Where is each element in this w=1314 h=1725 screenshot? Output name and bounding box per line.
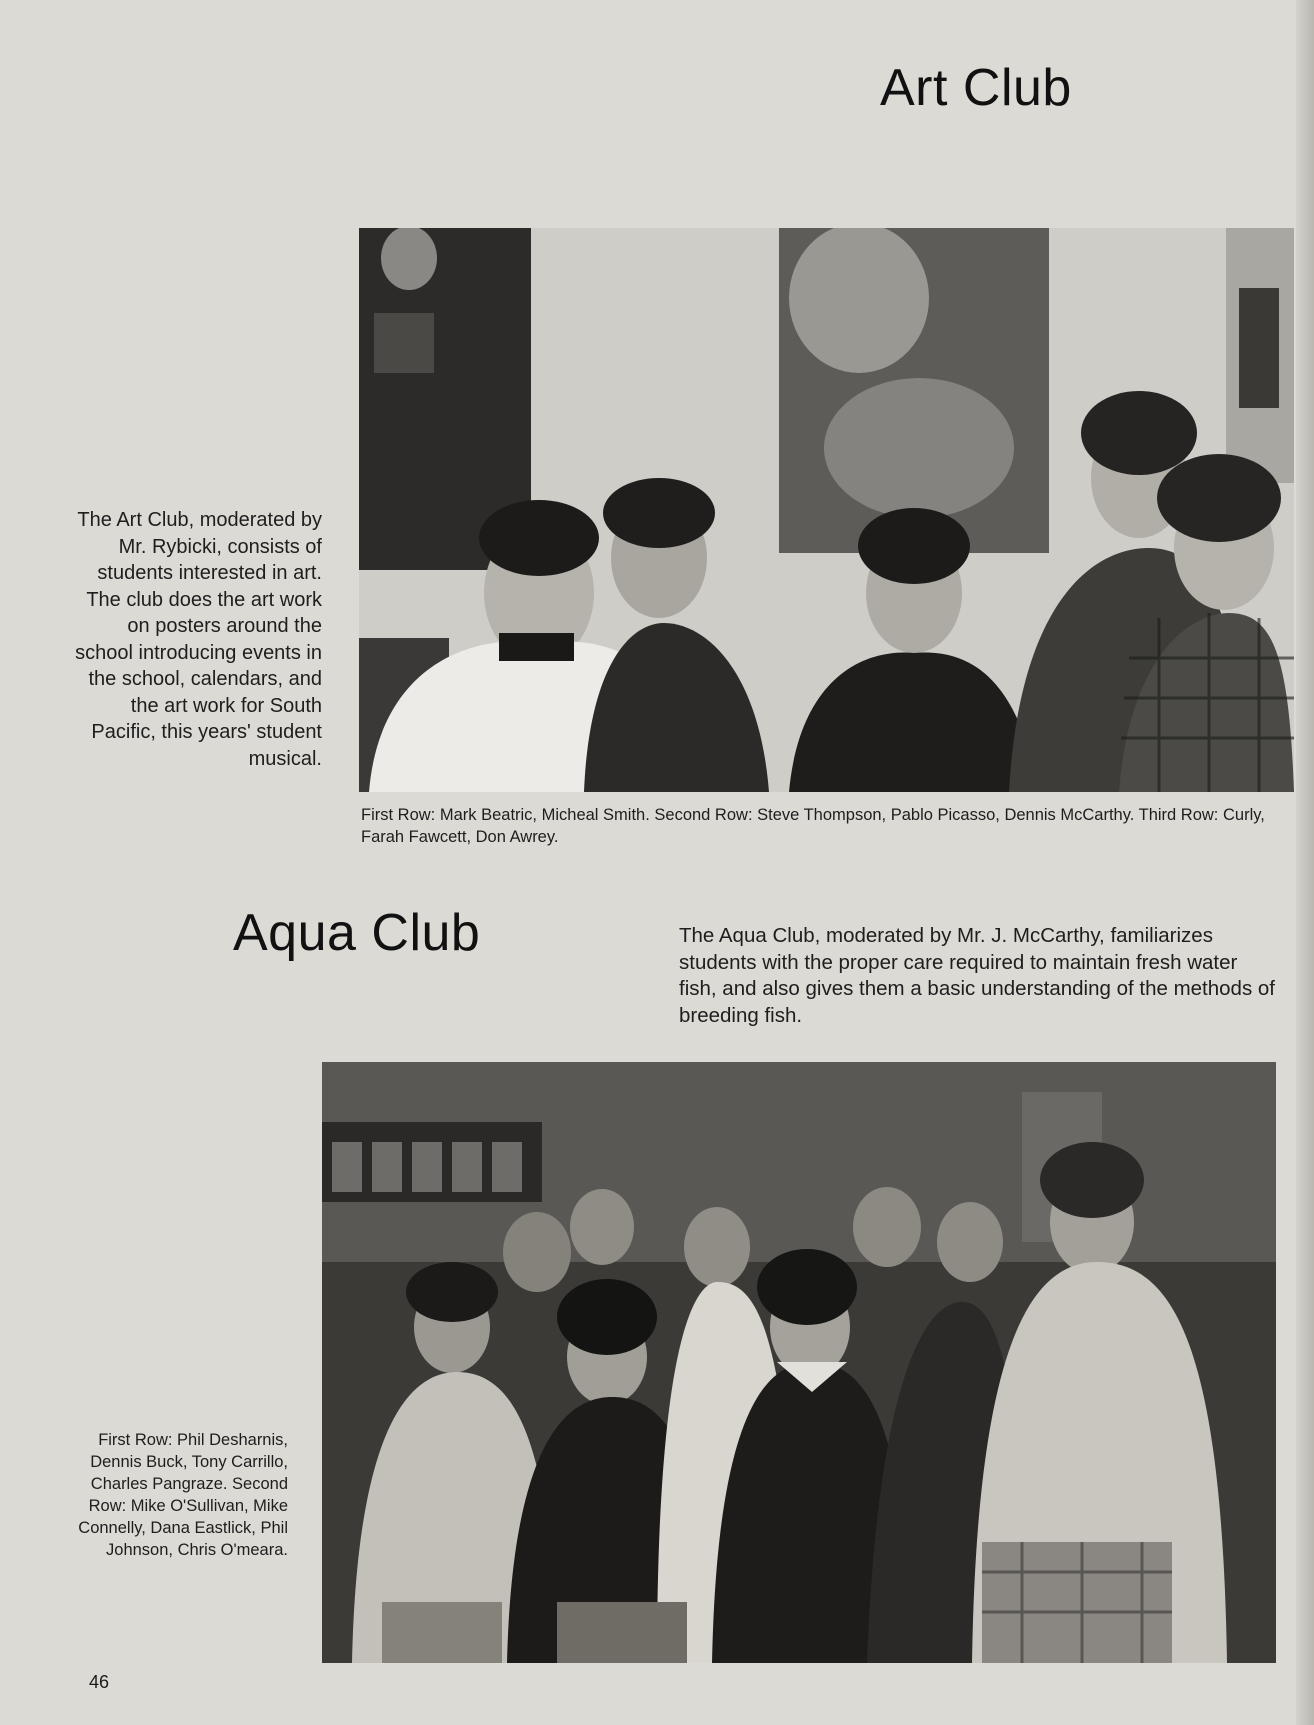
art-club-title: Art Club bbox=[880, 59, 1072, 117]
page-gutter bbox=[1296, 0, 1314, 1725]
art-club-photo bbox=[359, 228, 1294, 792]
aqua-club-title: Aqua Club bbox=[233, 904, 481, 962]
aqua-club-description: The Aqua Club, moderated by Mr. J. McCarthy, familiarizes students with the proper care required to maintain fresh water fish, and also gives them a basic understanding of the methods of breeding fish. bbox=[679, 924, 1276, 1027]
art-club-description: The Art Club, moderated by Mr. Rybicki, consists of students interested in art. The club does the art work on posters around the school introducing events in the school, calendars, and the art work for South Pacific, this years' student musical. bbox=[75, 509, 322, 770]
aqua-club-photo bbox=[322, 1062, 1276, 1663]
aqua-club-caption: First Row: Phil Desharnis, Dennis Buck, Tony Carrillo, Charles Pangraze. Second Row: Mike O'Sullivan, Mike Connelly, Dana Eastlick, Phil Johnson, Chris O'meara. bbox=[78, 1431, 288, 1559]
page-number: 46 bbox=[89, 1672, 110, 1692]
art-club-caption: First Row: Mark Beatric, Micheal Smith. Second Row: Steve Thompson, Pablo Picasso, Dennis McCarthy. Third Row: Curly, Farah Fawcett, Don Awrey. bbox=[361, 806, 1265, 846]
